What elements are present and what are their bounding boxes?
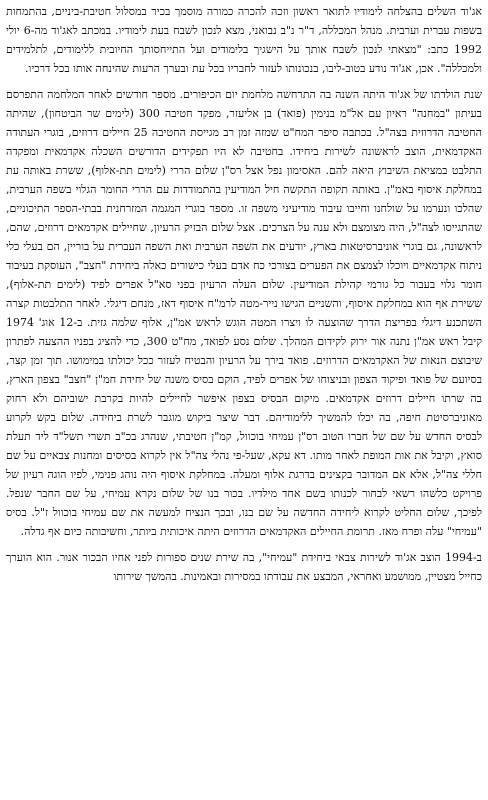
paragraph-service: ב-1994 הוצב אג'וד לשירות צבאי ביחידת "עמיחי", בה שירת שנים ספורות לפני אחיו הבכור אנור. הוא הוערך כחייל מצטיין, ממושמע ואחראי, המבצע את עבודתו במסירות ובאמינות. בהמשך שירותו (6, 551, 482, 583)
paragraph-studies: אג'וד השלים בהצלחה לימודיו לתואר ראשון וזכה להכרה כמורה מוסמך בכיר במסלול חטיבת-ביניים, בהתמחות בשפות עברית וערבית. מנהל המכללה, ד"ר נ"ב נבואני, מצא לנכון לשבח בעת לימודיו. במכתב לאג'וד מה-6 יולי 1992 כתב: "מצאתי לנכון לשבח אותך על הישגיך בלימודים ועל התייחסותך החיובית ללימודים, לתלמידים ולמכללה". אכן, אג'וד נודע בטוב-ליבו, בנכונותו לעזור לחבריו בכל עת ובערך הרעות שהינחה אותו בכל דרכיו. (6, 5, 482, 75)
paragraph-ammichai-history: שנת הולדתו של אג'וד היתה השנה בה התרחשה מלחמת יום הכיפורים. מספר חודשים לאחר המלחמה התפרסם בעיתון "במחנה" ראיון עם אל"מ בנימין (פואד) בן אליעזר, מפקד חטיבה 300 (לימים שר הביטחון), שהיתה החטיבה הדרוזית בצה"ל. בכתבה סיפר המח"ט שמזה זמן רב מגייסת החטיבה 25 חיילים דרוזים, בוגרי העתודה האקדמאית, הוצב לראשונה לשירות ביחידו. בחטיבה לא היו תפקידים הדורשים השכלה אקדמאית ומפקדה התלבט במציאת השיבוץ היאה להם. האסימון נפל אצל רס"ן שלום הררי (לימים תת-אלוף), ששרת באותה עת במחלקת איסוף באמ"ן. באותה תקופה התקשה חיל המודיעין בהתמודדות עם הררי החומר הגלוי בשפה הערבית, שהלכו ונערמו על שולחנו וחייבו עיבוד מודיעיני משפה זו. מספר בוגרי המגמה המזרחנית בבתי-הספר התיכוניים, שהתגייסו לצה"ל, היה מצומצם ולא ענה על הצרכים. אצל שלום הבזיק הרעיון, שחיילים אקדמאים דרוזים, שהם, לראשונה, גם בוגרי אוניברסיטאות בארץ, יודעים את השפה הערבית ואת השפה העברית על בוריין, הם בעלי כלי ניתוח אקדמאיים ויוכלו לצמצם את הפערים בצורכי כח אדם בעלי כישורים כאלה ביחידת "חצב", העוסקת בעיבוד חומר גלוי בעבור כל גורמי קהילת המודיעין. שלום העלה הרעיון בפני סא"ל אפרים לפיד (לימים תת-אלוף), ששירת אף הוא במחלקת איסוף, והשניים הגישו נייר-מטה לרמ"ח איסוף דאז, מנחם דיגלי. לאחר התלבטות קצרה השתכנע דיגלי בפריצת הדרך שהוצעה לו ויצרו המטה הוגש לראש אמ"ן, אלוף שלמה גזית. ב-12 אוג' 1974 קיבל ראש אמ"ן נתנה אור ירוק לקידום המהלך. שלום נסע לפואד, מח"ט 300, כדי להציג בפניו ההצעה לפתרון שיבוצם הנאות של האקדמאים הדרוזים. פואד בירך על הרעיון והבטיח לעזור ככל יכולתו במימושו. תוך זמן קצר, בסיועם של פואד ופיקוד הצפון ובניצוחו של אפרים לפיד, הוקם בסיס משנה של יחידת חמ"ן "חצב" בצפון הארץ, בה שרתו חיילים דרוזים אקדמאים. מיקום הבסיס בצפון איפשר לחיילים להיות בקרבת ישוביהם ולא רחוק מאוניברסיטת חיפה, בה יכלו להמשיך ללימודיהם. דבר שיצר ביקוש מוגבר לשרת ביחידה. שלום בקש לקרוע לבסיס החדש על שם של חברו הטוב רס"ן עמיחי בוכוול, קמ"ן חטיבתי, שנהרג בכ"ב תשרי תשל"ד ליד תעלת סואץ, וקיבל את אות המופת לאחר מותו. דא עקא, שעל-פי נהלי צה"ל אין לקרוא בסיסים ומחנות צבאיים על שם חללי צה"ל, אלא אם המדובר בקצינים בדרגת אלוף ומעלה. במחלקת איסוף היה נוהג פנימי, לפיו הוגה רעיון של פרויקט כלשהו רשאי לבחור לכנותו בשם אחד מילדיו. בכור בנו של שלום נקרא עמיחי, על שם החבר שנפל. לפיכך, שלום החליט לקרוא ליחידה החדשה על שם בנו, ובכך הנציח למעשה את שם עמיחי בוכוול ז"ל. בסיס "עמיחי" עלה ופרח מאז. תרומת החיילים האקדמאים הדרוזים היתה איכותית ביותר, וחשיבותה כיום אף גדלה. (6, 88, 482, 538)
document-page (6, 2, 482, 798)
